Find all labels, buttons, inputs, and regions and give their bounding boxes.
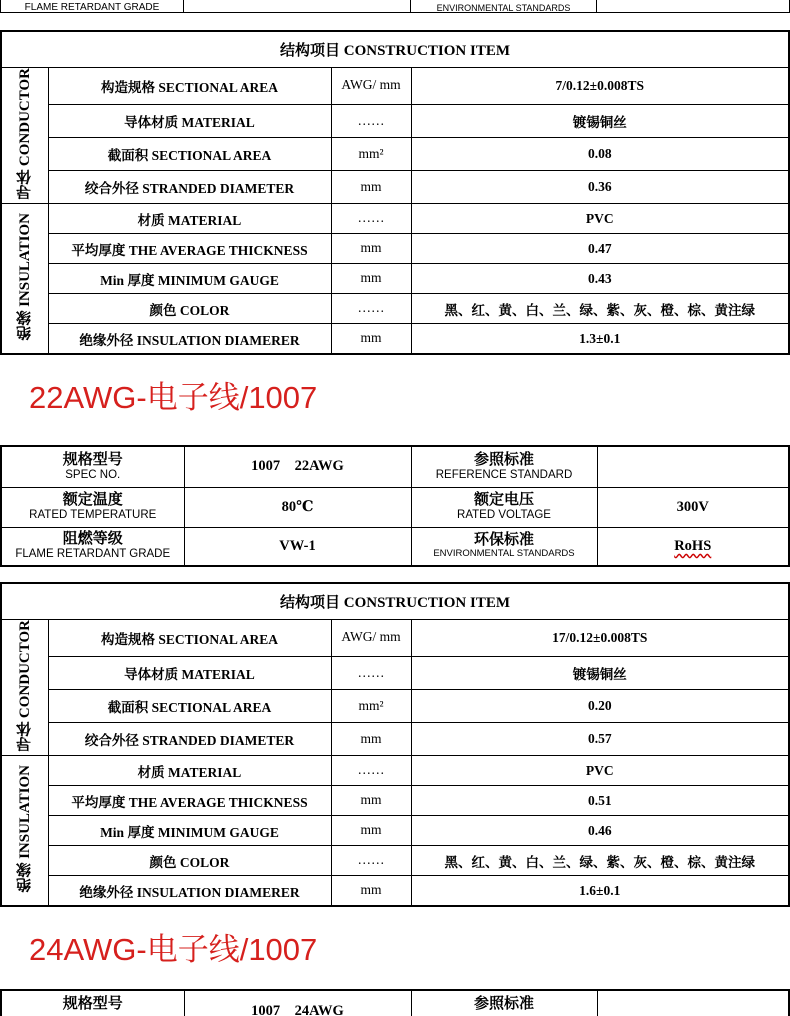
row-unit: mm xyxy=(331,723,411,756)
row-value: 0.20 xyxy=(411,690,789,723)
conductor-group-label: 导体 CONDUCTOR xyxy=(1,67,48,204)
row-item: 材质 MATERIAL xyxy=(48,756,331,786)
row-unit: …… xyxy=(331,756,411,786)
row-value: 镀锡铜丝 xyxy=(411,657,789,690)
construction-title: 结构项目 CONSTRUCTION ITEM xyxy=(1,583,789,619)
row-value: 7/0.12±0.008TS xyxy=(411,67,789,105)
spec-no-value: 1007 24AWG xyxy=(184,990,411,1016)
row-item: 平均厚度 THE AVERAGE THICKNESS xyxy=(48,786,331,816)
row-value: 黑、红、黄、白、兰、绿、紫、灰、橙、棕、黄注绿 xyxy=(411,846,789,876)
row-unit: mm xyxy=(331,264,411,294)
row-unit: AWG/ mm xyxy=(331,619,411,657)
reference-standard-label: 参照标准 REFERENCE STANDARD xyxy=(411,446,597,487)
row-unit: mm xyxy=(331,876,411,906)
row-value: PVC xyxy=(411,756,789,786)
row-item: 绞合外径 STRANDED DIAMETER xyxy=(48,171,331,204)
top-cropped-spec-row xyxy=(0,0,790,12)
spec-no-label: 规格型号 SPEC NO. xyxy=(1,446,184,487)
construction-title: 结构项目 CONSTRUCTION ITEM xyxy=(1,31,789,67)
conductor-group-label: 导体 CONDUCTOR xyxy=(1,619,48,756)
row-item: 平均厚度 THE AVERAGE THICKNESS xyxy=(48,234,331,264)
row-unit: …… xyxy=(331,657,411,690)
row-value: 0.08 xyxy=(411,138,789,171)
row-value: 0.43 xyxy=(411,264,789,294)
row-item: 构造规格 SECTIONAL AREA xyxy=(48,67,331,105)
row-unit: …… xyxy=(331,204,411,234)
reference-standard-value xyxy=(597,446,789,487)
row-item: Min 厚度 MINIMUM GAUGE xyxy=(48,816,331,846)
row-value: PVC xyxy=(411,204,789,234)
spec-no-label: 规格型号 xyxy=(1,990,184,1016)
row-unit: …… xyxy=(331,846,411,876)
row-unit: mm² xyxy=(331,690,411,723)
section-heading-24awg: 24AWG-电子线/1007 xyxy=(29,932,318,967)
row-item: 材质 MATERIAL xyxy=(48,204,331,234)
row-value: 0.46 xyxy=(411,816,789,846)
construction-table-2 xyxy=(0,582,790,907)
flame-grade-label: 阻燃等级 FLAME RETARDANT GRADE xyxy=(1,527,184,566)
spec-table-24awg xyxy=(0,989,790,1016)
row-item: Min 厚度 MINIMUM GAUGE xyxy=(48,264,331,294)
row-value: 镀锡铜丝 xyxy=(411,105,789,138)
row-unit: mm xyxy=(331,324,411,354)
reference-standard-label: 参照标准 xyxy=(411,990,597,1016)
flame-grade-value: VW-1 xyxy=(184,527,411,566)
spec-no-value: 1007 22AWG xyxy=(184,446,411,487)
row-unit: mm xyxy=(331,816,411,846)
row-item: 截面积 SECTIONAL AREA xyxy=(48,690,331,723)
flame-label-cropped: FLAME RETARDANT GRADE xyxy=(1,0,184,12)
row-item: 截面积 SECTIONAL AREA xyxy=(48,138,331,171)
insulation-group-label: 绝缘 INSULATION xyxy=(1,756,48,906)
row-item: 绝缘外径 INSULATION DIAMERER xyxy=(48,324,331,354)
spec-table-22awg xyxy=(0,445,790,567)
construction-table-1 xyxy=(0,30,790,355)
row-unit: mm xyxy=(331,171,411,204)
row-unit: mm² xyxy=(331,138,411,171)
row-unit: mm xyxy=(331,234,411,264)
row-item: 绝缘外径 INSULATION DIAMERER xyxy=(48,876,331,906)
row-value: 0.57 xyxy=(411,723,789,756)
row-unit: AWG/ mm xyxy=(331,67,411,105)
section-heading-22awg: 22AWG-电子线/1007 xyxy=(29,380,318,415)
row-value: 1.3±0.1 xyxy=(411,324,789,354)
row-value: 0.47 xyxy=(411,234,789,264)
rated-temperature-value: 80℃ xyxy=(184,487,411,527)
row-item: 构造规格 SECTIONAL AREA xyxy=(48,619,331,657)
env-label-cropped: ENVIRONMENTAL STANDARDS xyxy=(411,0,597,12)
rated-temperature-label: 额定温度 RATED TEMPERATURE xyxy=(1,487,184,527)
row-item: 绞合外径 STRANDED DIAMETER xyxy=(48,723,331,756)
row-item: 颜色 COLOR xyxy=(48,294,331,324)
row-value: 17/0.12±0.008TS xyxy=(411,619,789,657)
rated-voltage-value: 300V xyxy=(597,487,789,527)
environmental-standard-label: 环保标准 ENVIRONMENTAL STANDARDS xyxy=(411,527,597,566)
row-value: 0.51 xyxy=(411,786,789,816)
row-item: 颜色 COLOR xyxy=(48,846,331,876)
rated-voltage-label: 额定电压 RATED VOLTAGE xyxy=(411,487,597,527)
row-unit: …… xyxy=(331,105,411,138)
row-value: 0.36 xyxy=(411,171,789,204)
row-item: 导体材质 MATERIAL xyxy=(48,657,331,690)
insulation-group-label: 绝缘 INSULATION xyxy=(1,204,48,354)
row-value: 1.6±0.1 xyxy=(411,876,789,906)
row-unit: …… xyxy=(331,294,411,324)
row-unit: mm xyxy=(331,786,411,816)
row-value: 黑、红、黄、白、兰、绿、紫、灰、橙、棕、黄注绿 xyxy=(411,294,789,324)
environmental-standard-value: RoHS xyxy=(597,527,789,566)
row-item: 导体材质 MATERIAL xyxy=(48,105,331,138)
